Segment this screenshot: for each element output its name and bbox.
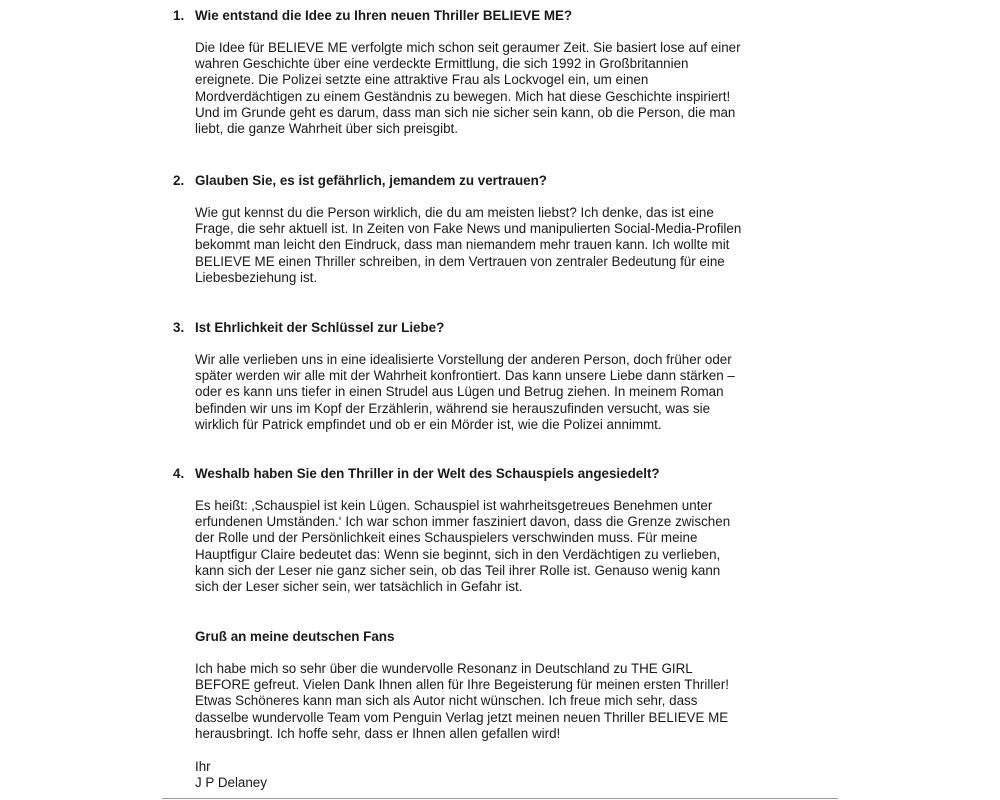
answer-line: befinden wir uns im Kopf der Erzählerin, während sie herauszufinden versucht, was sie — [195, 400, 711, 416]
answer-line: wirklich für Patrick empfindet und ob er ein Mörder ist, wie die Polizei annimmt. — [195, 416, 662, 432]
answer-paragraph-3 — [162, 352, 838, 433]
greeting-paragraph — [162, 661, 838, 742]
question-block-2 — [162, 173, 838, 286]
answer-line: bekommt man leicht den Eindruck, dass man niemandem mehr trauen kann. Ich wollte mit — [195, 237, 730, 253]
answer-line: Frage, die sehr aktuell ist. In Zeiten von Fake News und manipulierten Social-Media-Profilen — [195, 221, 742, 237]
question-heading-3 — [162, 320, 838, 336]
greeting-line: Etwas Schöneres kann man sich als Autor nicht wünschen. Ich freue mich sehr, dass — [195, 693, 698, 709]
greeting-line: BEFORE gefreut. Vielen Dank Ihnen allen für Ihre Begeisterung für meinen ersten Thriller! — [195, 677, 729, 693]
answer-line: ereignete. Die Polizei setzte eine attraktive Frau als Lockvogel ein, um einen — [195, 72, 649, 88]
answer-line: liebt, die ganze Wahrheit über sich preisgibt. — [195, 121, 458, 137]
answer-line: Liebesbeziehung ist. — [195, 269, 318, 285]
signoff — [162, 759, 871, 791]
question-title: Weshalb haben Sie den Thriller in der Welt des Schauspiels angesiedelt? — [195, 466, 660, 481]
greeting-line: herausbringt. Ich hoffe sehr, dass er Ihnen allen gefallen wird! — [195, 725, 561, 741]
answer-line: Wie gut kennst du die Person wirklich, die du am meisten liebst? Ich denke, das ist eine — [195, 205, 714, 220]
question-block-3 — [162, 320, 838, 433]
answer-paragraph-2 — [162, 205, 838, 286]
document-page — [162, 0, 838, 800]
greeting-line: Ich habe mich so sehr über die wundervolle Resonanz in Deutschland zu THE GIRL — [195, 661, 693, 676]
question-block-1 — [162, 8, 838, 137]
answer-line: kann sich der Leser nie ganz sicher sein, ob das Teil ihrer Rolle ist. Genauso wenig kann — [195, 562, 721, 578]
greeting-block — [162, 629, 838, 742]
answer-line: Mordverdächtigen zu einem Geständnis zu bewegen. Mich hat diese Geschichte inspiriert! — [195, 88, 731, 104]
answer-paragraph-4 — [162, 498, 838, 595]
answer-line: Hauptfigur Claire bedeutet das: Wenn sie beginnt, sich in den Verdächtigen zu verlieben, — [195, 546, 721, 562]
question-title: Glauben Sie, es ist gefährlich, jemandem zu vertrauen? — [195, 173, 547, 188]
answer-line: sich der Leser sicher sein, wer tatsächlich in Gefahr ist. — [195, 579, 523, 595]
answer-line: oder es kann uns tiefer in einen Strudel aus Lügen und Betrug ziehen. In meinem Roman — [195, 384, 724, 400]
question-number: 1. — [173, 8, 185, 23]
answer-line: Und im Grunde geht es darum, dass man sich nie sicher sein kann, ob die Person, die man — [195, 104, 736, 120]
question-number: 4. — [173, 466, 185, 481]
answer-line: Die Idee für BELIEVE ME verfolgte mich schon seit geraumer Zeit. Sie basiert lose auf einer — [195, 40, 741, 55]
signoff-salutation: Ihr — [195, 759, 211, 774]
question-number: 3. — [173, 320, 185, 335]
question-title: Ist Ehrlichkeit der Schlüssel zur Liebe? — [195, 320, 445, 335]
answer-line: der Rolle und der Persönlichkeit eines Schauspielers verschwinden muss. Für meine — [195, 530, 698, 546]
question-number: 2. — [173, 173, 185, 188]
question-heading-2 — [162, 173, 838, 189]
answer-line: Wir alle verlieben uns in eine idealisierte Vorstellung der anderen Person, doch früher oder — [195, 352, 732, 367]
question-heading-4 — [162, 466, 838, 482]
author-name: J P Delaney — [195, 775, 267, 791]
answer-line: später werden wir alle mit der Wahrheit konfrontiert. Das kann unsere Liebe dann stärken – — [195, 368, 735, 384]
answer-line: wahren Geschichte über eine verdeckte Ermittlung, die sich 1992 in Großbritannien — [195, 56, 689, 72]
question-heading-1 — [162, 8, 838, 24]
question-block-4 — [162, 466, 838, 595]
page-bottom-divider — [162, 798, 838, 799]
question-title: Wie entstand die Idee zu Ihren neuen Thriller BELIEVE ME? — [195, 8, 573, 23]
answer-line: BELIEVE ME einen Thriller schreiben, in dem Vertrauen von zentraler Bedeutung für eine — [195, 253, 725, 269]
answer-line: erfundenen Umständen.‘ Ich war schon immer fasziniert davon, dass die Grenze zwischen — [195, 514, 731, 530]
greeting-line: dasselbe wundervolle Team vom Penguin Verlag jetzt meinen neuen Thriller BELIEVE ME — [195, 709, 729, 725]
greeting-heading: Gruß an meine deutschen Fans — [195, 629, 395, 644]
answer-line: Es heißt: ‚Schauspiel ist kein Lügen. Schauspiel ist wahrheitsgetreues Benehmen unter — [195, 498, 713, 513]
answer-paragraph-1 — [162, 40, 838, 137]
